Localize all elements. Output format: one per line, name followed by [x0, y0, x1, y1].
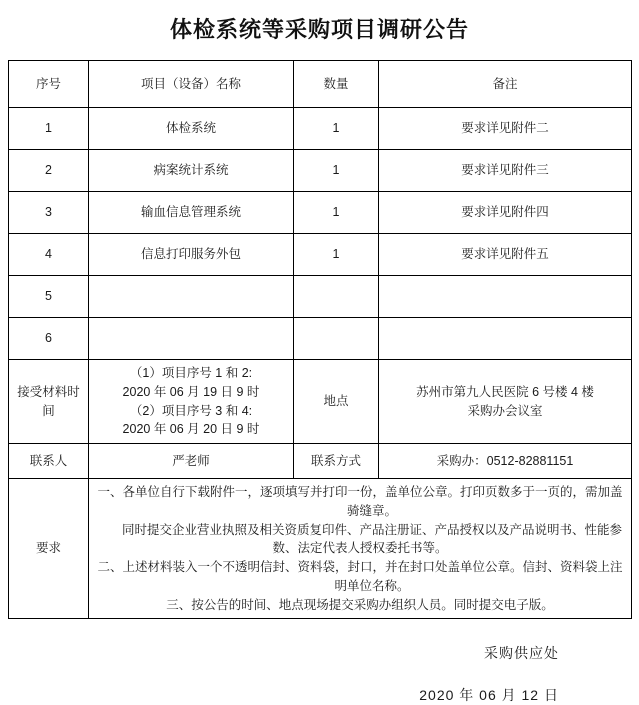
cell-name	[89, 318, 294, 360]
cell-no: 2	[9, 150, 89, 192]
cell-note: 要求详见附件四	[379, 192, 632, 234]
contact-value: 严老师	[89, 444, 294, 479]
receive-time-label: 接受材料时间	[9, 360, 89, 444]
cell-no: 1	[9, 108, 89, 150]
column-header-qty: 数量	[294, 61, 379, 108]
cell-no: 4	[9, 234, 89, 276]
cell-qty: 1	[294, 234, 379, 276]
time-line-4: 2020 年 06 月 20 日 9 时	[122, 422, 260, 437]
column-header-note: 备注	[379, 61, 632, 108]
column-header-name: 项目（设备）名称	[89, 61, 294, 108]
cell-name: 输血信息管理系统	[89, 192, 294, 234]
cell-name	[89, 276, 294, 318]
requirement-paragraph: 同时提交企业营业执照及相关资质复印件、产品注册证、产品授权以及产品说明书、性能参数、法定代表人授权委托书等。	[121, 522, 622, 556]
cell-name: 信息打印服务外包	[89, 234, 294, 276]
document-footer	[8, 619, 631, 705]
contact-way-value: 采购办：0512-82881151	[379, 444, 632, 479]
cell-note	[379, 318, 632, 360]
cell-note: 要求详见附件五	[379, 234, 632, 276]
cell-note	[379, 276, 632, 318]
cell-no: 3	[9, 192, 89, 234]
cell-qty: 1	[294, 108, 379, 150]
issue-date: 2020 年 06 月 12 日	[419, 687, 559, 704]
receive-time-value	[89, 360, 294, 444]
issuing-department: 采购供应处	[484, 645, 559, 662]
cell-note: 要求详见附件三	[379, 150, 632, 192]
time-line-1: （1）项目序号 1 和 2:	[129, 366, 253, 380]
requirement-body	[89, 479, 632, 619]
table-header-row	[9, 61, 632, 108]
page-title: 体检系统等采购项目调研公告	[169, 17, 469, 42]
table-row	[9, 234, 632, 276]
receive-time-row	[9, 360, 632, 444]
place-value	[379, 360, 632, 444]
table-row	[9, 150, 632, 192]
column-header-no: 序号	[9, 61, 89, 108]
requirement-paragraph: 三、按公告的时间、地点现场提交采购办组织人员。同时提交电子版。	[166, 597, 554, 612]
cell-qty: 1	[294, 150, 379, 192]
cell-name: 病案统计系统	[89, 150, 294, 192]
procurement-table	[8, 60, 632, 619]
cell-no: 5	[9, 276, 89, 318]
requirement-paragraph: 二、上述材料装入一个不透明信封、资料袋，封口，并在封口处盖单位公章。信封、资料袋上注明单位名称。	[97, 560, 623, 593]
place-line-2: 采购办会议室	[467, 403, 543, 418]
requirement-label: 要求	[9, 479, 89, 619]
contact-label: 联系人	[9, 444, 89, 479]
time-line-2: 2020 年 06 月 19 日 9 时	[122, 384, 260, 399]
contact-row	[9, 444, 632, 479]
cell-qty	[294, 276, 379, 318]
place-label: 地点	[294, 360, 379, 444]
requirement-paragraph: 一、各单位自行下载附件一，逐项填写并打印一份，盖单位公章。打印页数多于一页的，需加盖骑缝章。	[97, 485, 623, 518]
cell-no: 6	[9, 318, 89, 360]
table-row	[9, 276, 632, 318]
requirement-row	[9, 479, 632, 619]
place-line-1: 苏州市第九人民医院 6 号楼 4 楼	[416, 384, 594, 399]
time-line-3: （2）项目序号 3 和 4:	[129, 403, 253, 418]
table-row	[9, 108, 632, 150]
table-row	[9, 192, 632, 234]
cell-note: 要求详见附件二	[379, 108, 632, 150]
cell-qty	[294, 318, 379, 360]
contact-way-label: 联系方式	[294, 444, 379, 479]
cell-qty: 1	[294, 192, 379, 234]
cell-name: 体检系统	[89, 108, 294, 150]
table-row	[9, 318, 632, 360]
